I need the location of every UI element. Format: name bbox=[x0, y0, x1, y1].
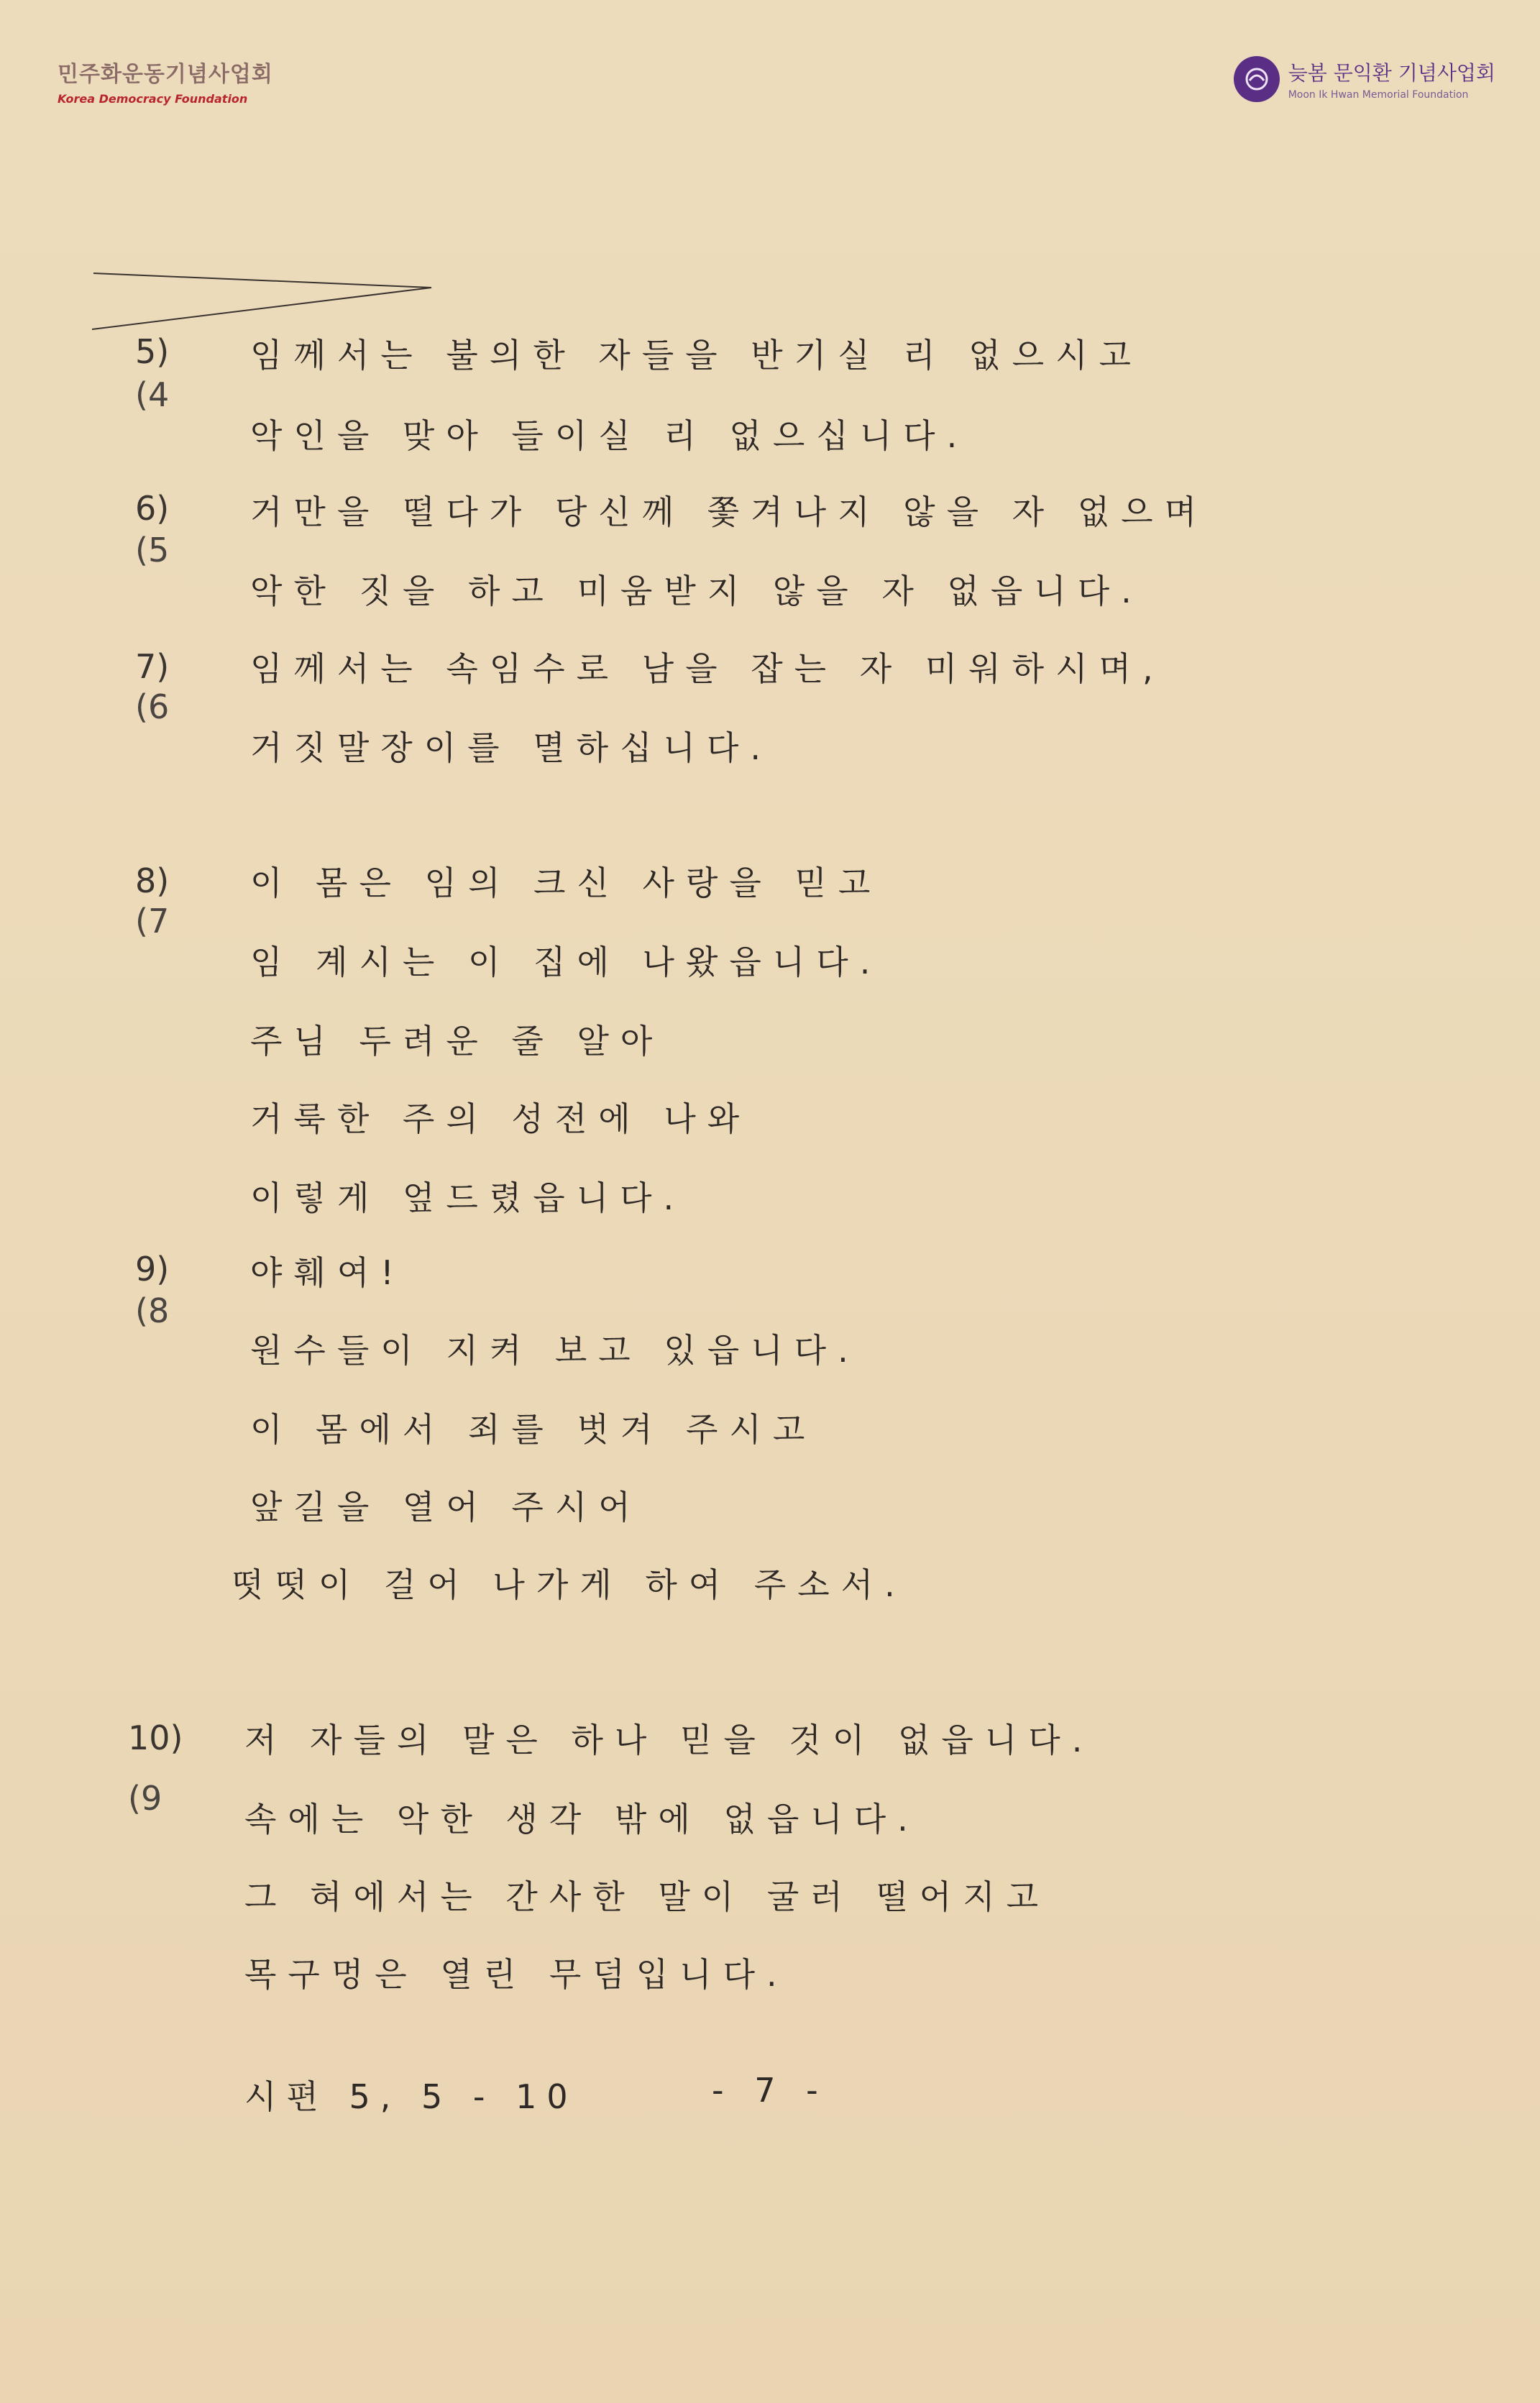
verse-line: 악인을 맞아 들이실 리 없으십니다. bbox=[250, 416, 969, 455]
verse-line: 임 계시는 이 집에 나왔읍니다. bbox=[250, 943, 882, 981]
verse-line: 이 몸은 임의 크신 사랑을 믿고 bbox=[250, 864, 882, 902]
verse-line: 떳떳이 걸어 나가게 하여 주소서. bbox=[232, 1565, 907, 1604]
verse-line: 임께서는 불의한 자들을 반기실 리 없으시고 bbox=[250, 336, 1142, 375]
left-logo-korean: 민주화운동기념사업회 bbox=[58, 62, 273, 87]
verse-alt-number: (5 bbox=[135, 531, 170, 569]
verse-line: 주님 두려운 줄 알아 bbox=[250, 1022, 664, 1061]
verse-line: 거룩한 주의 성전에 나와 bbox=[250, 1099, 751, 1138]
verse-number: 8) bbox=[135, 861, 170, 900]
verse-alt-number: (8 bbox=[135, 1291, 170, 1330]
neutbom-emblem-icon bbox=[1234, 56, 1280, 102]
verse-line: 그 혀에서는 간사한 말이 굴러 떨어지고 bbox=[244, 1877, 1050, 1916]
verse-number: 10) bbox=[128, 1718, 183, 1757]
verse-alt-number: (7 bbox=[135, 902, 170, 940]
verse-line: 임께서는 속임수로 남을 잡는 자 미워하시며, bbox=[250, 649, 1165, 688]
right-logo-korean: 늦봄 문익환 기념사업회 bbox=[1288, 61, 1495, 85]
verse-line: 거짓말장이를 멸하십니다. bbox=[250, 728, 773, 767]
verse-line: 이 몸에서 죄를 벗겨 주시고 bbox=[250, 1410, 817, 1449]
verse-alt-number: (6 bbox=[135, 687, 170, 726]
moon-ik-hwan-foundation-logo bbox=[1234, 56, 1495, 102]
verse-line: 저 자들의 말은 하나 믿을 것이 없읍니다. bbox=[244, 1721, 1094, 1759]
right-logo-english: Moon Ik Hwan Memorial Foundation bbox=[1288, 89, 1469, 101]
verse-line: 악한 짓을 하고 미움받지 않을 자 없읍니다. bbox=[250, 572, 1143, 610]
verse-line: 원수들이 지켜 보고 있읍니다. bbox=[250, 1331, 860, 1370]
verse-number: 9) bbox=[135, 1250, 170, 1289]
verse-line: 속에는 악한 생각 밖에 없읍니다. bbox=[244, 1800, 920, 1839]
verse-line: 앞길을 열어 주시어 bbox=[250, 1488, 642, 1527]
verse-line: 이렇게 엎드렸읍니다. bbox=[250, 1178, 686, 1217]
verse-number: 5) bbox=[135, 332, 170, 371]
pen-stroke-mark bbox=[86, 266, 446, 338]
verse-alt-number: (9 bbox=[128, 1779, 162, 1818]
verse-number: 6) bbox=[135, 489, 170, 528]
scripture-reference: 시편 5, 5 - 10 bbox=[244, 2077, 578, 2116]
verse-alt-number: (4 bbox=[135, 375, 170, 414]
verse-number: 7) bbox=[135, 647, 170, 686]
verse-line: 거만을 떨다가 당신께 쫓겨나지 않을 자 없으며 bbox=[250, 493, 1209, 531]
korea-democracy-foundation-logo bbox=[58, 56, 273, 106]
verse-line: 야훼여! bbox=[250, 1253, 405, 1292]
verse-line: 목구멍은 열린 무덤입니다. bbox=[244, 1955, 789, 1994]
left-logo-english: Korea Democracy Foundation bbox=[58, 92, 248, 106]
page-number: - 7 - bbox=[712, 2071, 828, 2110]
